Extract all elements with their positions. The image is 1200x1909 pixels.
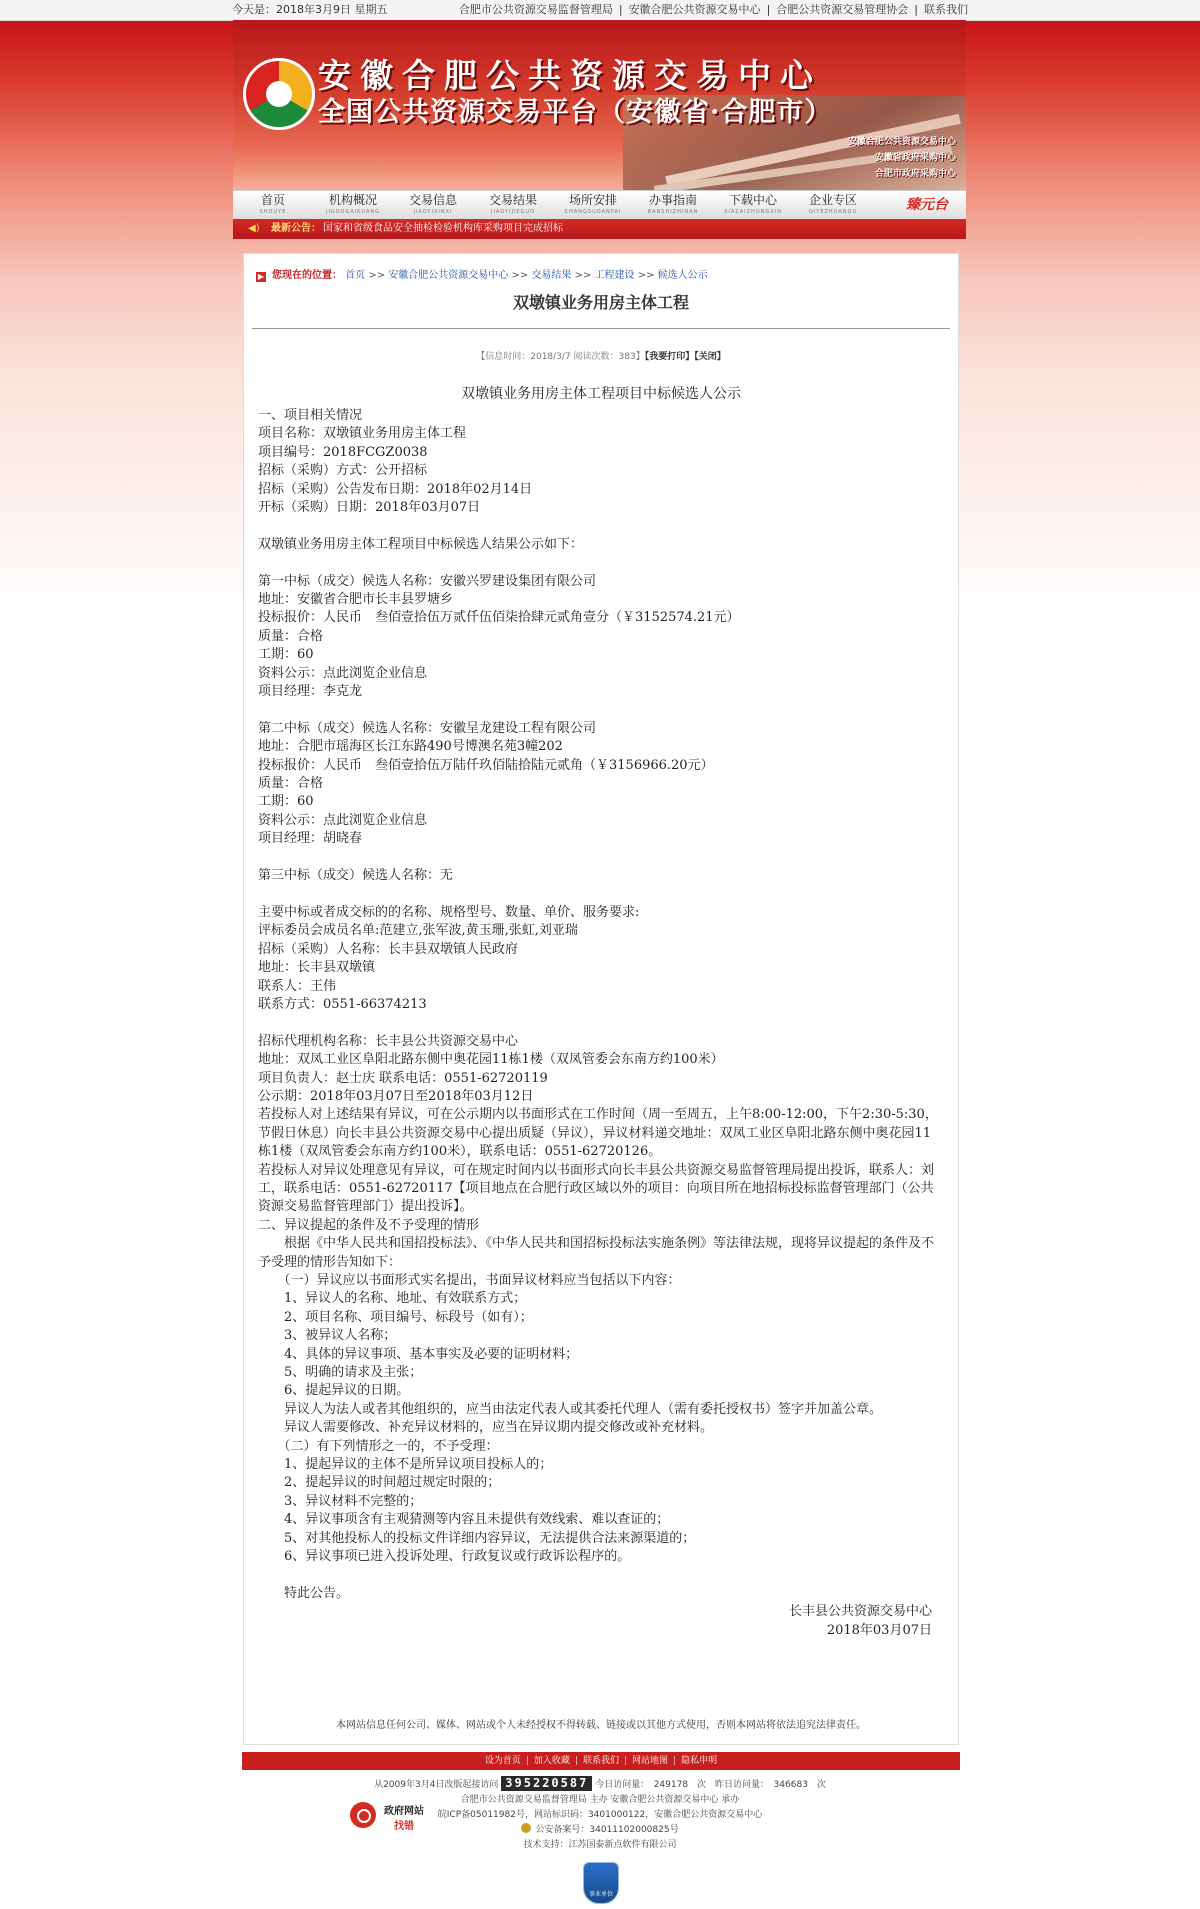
doc-paragraph: 根据《中华人民共和国招投标法》、《中华人民共和国招标投标法实施条例》等法律法规，现将异议提起的条件及不予受理的情形告知如下： — [258, 1236, 935, 1270]
side-label-1: 安徽合肥公共资源交易中心 — [847, 137, 956, 147]
institution-shield-icon[interactable] — [583, 1862, 619, 1904]
gov-website-error-badge[interactable] — [350, 1800, 470, 1834]
top-links: 合肥市公共资源交易监督管理局 | 安徽合肥公共资源交易中心 | 合肥公共资源交易管理协会 | 联系我们 — [458, 3, 968, 16]
doc-line: 2、提起异议的时间超过规定时限的； — [258, 1475, 501, 1491]
footer-link-privacy[interactable]: 隐私申明 — [681, 1756, 718, 1766]
doc-line: 质量：合格 — [258, 628, 324, 644]
doc-intro: 双墩镇业务用房主体工程项目中标候选人结果公示如下： — [258, 536, 584, 552]
doc-line: 项目经理：胡晓春 — [258, 831, 363, 847]
nav-item-enterprise[interactable]: 企业专区 QIYEZHUANQU — [808, 193, 858, 215]
doc-line: 3、异议材料不完整的； — [258, 1493, 423, 1509]
gov-badge-subtext: 找错 — [394, 1821, 414, 1832]
footer-links-bar: 设为首页 | 加入收藏 | 联系我们 | 网站地图 | 隐私申明 — [242, 1752, 960, 1770]
doc-line: 3、被异议人名称； — [258, 1328, 397, 1344]
doc-line: 工期：60 — [258, 794, 314, 810]
main-nav — [233, 190, 966, 220]
top-link-supervision[interactable]: 合肥市公共资源交易监督管理局 — [458, 3, 613, 16]
candidate3-name: 第三中标（成交）候选人名称：无 — [258, 868, 454, 884]
footer-link-sitemap[interactable]: 网站地图 — [632, 1756, 669, 1766]
footer-tech: 技术支持：江苏国泰新点软件有限公司 — [523, 1840, 677, 1850]
doc-line: 2、项目名称、项目编号、标段号（如有）； — [258, 1309, 533, 1325]
top-link-center[interactable]: 安徽合肥公共资源交易中心 — [628, 3, 761, 16]
nav-item-trade-result[interactable]: 交易结果 JIAOYIJIEGUO — [488, 193, 537, 215]
doc-line: 开标（采购）日期：2018年03月07日 — [258, 500, 481, 516]
doc-line: 项目负责人：赵士庆 联系电话：0551-62720119 — [258, 1070, 548, 1086]
doc-line: 6、异议事项已进入投诉处理、行政复议或行政诉讼程序的。 — [258, 1549, 631, 1565]
breadcrumb-center[interactable]: 安徽合肥公共资源交易中心 — [388, 270, 509, 281]
nav-item-about[interactable]: 机构概况 JIGOUGAIKUANG — [325, 193, 381, 215]
counter-since: 从2009年3月4日改版起接访问 — [374, 1780, 499, 1790]
footer-police-row — [0, 1823, 1200, 1838]
police-badge-icon — [521, 1823, 531, 1833]
candidate1-price: 投标报价：人民币 叁佰壹拾伍万贰仟伍佰柒拾肆元贰角壹分（￥3152574.21元） — [258, 610, 740, 626]
footer-police[interactable]: 公安备案号：34011102000825号 — [535, 1825, 679, 1835]
doc-closing: 特此公告。 — [258, 1585, 350, 1601]
signature-date: 2018年03月07日 — [826, 1622, 932, 1638]
speaker-icon: ◀) — [248, 223, 260, 234]
nav-item-venue[interactable]: 场所安排 CHANGSUOANPAI — [564, 193, 622, 215]
doc-line: 地址：安徽省合肥市长丰县罗塘乡 — [258, 592, 454, 608]
top-link-association[interactable]: 合肥公共资源交易管理协会 — [776, 3, 909, 16]
side-label-3: 合肥市政府采购中心 — [874, 169, 956, 179]
doc-line: 招标（采购）人名称：长丰县双墩镇人民政府 — [258, 941, 519, 957]
copyright-disclaimer: 本网站信息任何公司、媒体、网站或个人未经授权不得转载、链接或以其他方式使用，否则本网站将依法追究法律责任。 — [336, 1720, 866, 1731]
doc-line: 4、具体的异议事项、基本事实及必要的证明材料； — [258, 1346, 579, 1362]
doc-line: 异议人需要修改、补充异议材料的，应当在异议期内提交修改或补充材料。 — [258, 1420, 714, 1436]
doc-line: 项目经理：李克龙 — [258, 684, 363, 700]
doc-line: 地址：双凤工业区阜阳北路东侧中奥花园11栋1楼（双凤管委会东南方约100米） — [258, 1052, 724, 1068]
site-header — [233, 20, 966, 190]
notice-bar — [233, 219, 966, 239]
article-meta — [244, 349, 958, 362]
top-bar — [0, 0, 1200, 21]
meta-info: 【信息时间：2018/3/7 阅读次数：383】 — [476, 352, 645, 362]
doc-line: 1、提起异议的主体不是所异议项目投标人的； — [258, 1457, 553, 1473]
side-label-2: 安徽省政府采购中心 — [874, 153, 956, 163]
breadcrumb: ▶ 您现在的位置： 首页 >> 安徽合肥公共资源交易中心 >> 交易结果 >> 工程建设 >> 候选人公示 — [257, 270, 708, 281]
candidate2-name: 第二中标（成交）候选人名称：安徽呈龙建设工程有限公司 — [258, 720, 597, 736]
nav-item-home[interactable]: 首页 SHOUYE — [259, 193, 287, 215]
search-icon — [350, 1802, 376, 1828]
gov-badge-text: 政府网站 — [384, 1806, 424, 1817]
doc-line: 4、异议事项含有主观猜测等内容且未提供有效线索、难以查证的； — [258, 1512, 670, 1528]
section2-title: 二、异议提起的条件及不予受理的情形 — [258, 1217, 480, 1233]
title-divider — [252, 328, 950, 329]
doc-line: （二）有下列情形之一的，不予受理： — [258, 1438, 499, 1454]
candidate2-info-link[interactable]: 资料公示：点此浏览企业信息 — [258, 812, 428, 828]
doc-line: 6、提起异议的日期。 — [258, 1383, 410, 1399]
doc-line: 地址：合肥市瑶海区长江东路490号博澳名苑3幢202 — [258, 739, 563, 755]
visit-stats: 今日访问量： 249178 次 昨日访问量： 346683 次 — [595, 1780, 826, 1790]
page-title: 双墩镇业务用房主体工程 — [512, 293, 689, 312]
doc-line: 5、对其他投标人的投标文件详细内容异议，无法提供合法来源渠道的； — [258, 1530, 696, 1546]
doc-line: 公示期：2018年03月07日至2018年03月12日 — [258, 1088, 534, 1104]
notice-link[interactable]: 国家和省级食品安全抽检检验机构库采购项目完成招标 — [323, 223, 563, 234]
breadcrumb-candidates[interactable]: 候选人公示 — [657, 270, 708, 281]
date-label: 今天是：2018年3月9日 星期五 — [232, 3, 388, 16]
breadcrumb-label: 您现在的位置： — [272, 270, 342, 281]
print-link[interactable]: 【我要打印】 — [644, 352, 695, 362]
close-link[interactable]: 【关闭】 — [694, 352, 726, 362]
nav-item-download[interactable]: 下载中心 XIAZAIZHONGXIN — [723, 193, 783, 215]
doc-paragraph: 若投标人对异议处理意见有异议，可在规定时间内以书面形式向长丰县公共资源交易监督管理局提出投诉，联系人：刘工，联系电话：0551-62720117【项目地点在合肥行政区域以外的项目：向项目所在地招标投标监督管理部门（公共资源交易监督管理部门）提出投诉】。 — [258, 1162, 935, 1215]
doc-line: 主要中标或者成交标的的名称、规格型号、数量、单价、服务要求: — [258, 904, 640, 920]
doc-line: （一）异议应以书面形式实名提出，书面异议材料应当包括以下内容： — [258, 1273, 681, 1288]
article-body — [258, 378, 944, 1640]
doc-heading: 双墩镇业务用房主体工程项目中标候选人公示 — [461, 386, 741, 402]
notice-label: 最新公告： — [271, 223, 321, 234]
visit-counter: 395220587 — [501, 1776, 592, 1791]
top-link-contact[interactable]: 联系我们 — [924, 3, 968, 16]
site-subtitle: 全国公共资源交易平台（安徽省·合肥市） — [318, 97, 833, 128]
candidate1-info-link[interactable]: 资料公示：点此浏览企业信息 — [258, 665, 428, 681]
breadcrumb-home[interactable]: 首页 — [345, 270, 366, 281]
doc-line: 项目名称：双墩镇业务用房主体工程 — [258, 426, 467, 442]
header-side-labels — [848, 134, 956, 182]
shield-text: 事业单位 — [588, 1891, 613, 1898]
doc-line: 招标（采购）方式：公开招标 — [258, 463, 428, 479]
site-title: 安徽合肥公共资源交易中心 — [318, 56, 822, 95]
breadcrumb-engineering[interactable]: 工程建设 — [594, 270, 635, 281]
doc-line: 工期：60 — [258, 647, 314, 663]
doc-line: 地址：长丰县双墩镇 — [258, 960, 376, 976]
doc-line: 5、明确的请求及主张； — [258, 1365, 423, 1381]
doc-paragraph: 若投标人对上述结果有异议，可在公示期内以书面形式在工作时间（周一至周五，上午8:00-12:00，下午2:30-5:30，节假日休息）向长丰县公共资源交易中心提出质疑（异议），异议材料递交地址：双凤工业区阜阳北路东侧中奥花园11栋1楼（双凤管委会东南方约100米），联系电话：0551-62720126。 — [258, 1107, 938, 1160]
footer-host: 合肥市公共资源交易监督管理局 主办 安徽合肥公共资源交易中心 承办 — [460, 1795, 740, 1805]
doc-line: 联系方式：0551-66374213 — [258, 996, 427, 1012]
visit-counter-row — [0, 1776, 1200, 1793]
doc-line: 1、异议人的名称、地址、有效联系方式； — [258, 1291, 527, 1307]
site-logo-icon[interactable] — [243, 58, 315, 130]
doc-line: 评标委员会成员名单:范建立,张军波,黄玉珊,张虹,刘亚瑞 — [258, 923, 578, 939]
nav-item-trade-info[interactable]: 交易信息 JIAOYIXINXI — [408, 193, 457, 215]
footer-info — [0, 1776, 1200, 1853]
nav-stamp-logo[interactable]: 臻元台 — [906, 197, 948, 213]
footer-link-contact[interactable]: 联系我们 — [582, 1756, 619, 1766]
footer-link-favorite[interactable]: 加入收藏 — [533, 1756, 570, 1766]
candidate1-name: 第一中标（成交）候选人名称：安徽兴罗建设集团有限公司 — [258, 573, 597, 589]
doc-paragraph: 异议人为法人或者其他组织的，应当由法定代表人或其委托代理人（需有委托授权书）签字并加盖公章。 — [258, 1401, 883, 1417]
article-panel — [243, 253, 959, 1745]
nav-item-guide[interactable]: 办事指南 BANSHIZHINAN — [647, 193, 699, 215]
footer-icp: 皖ICP备05011982号，网站标识码：3401000122，安徽合肥公共资源交易中心 — [437, 1810, 763, 1820]
doc-line: 项目编号：2018FCGZ0038 — [258, 444, 428, 460]
signature-org: 长丰县公共资源交易中心 — [788, 1604, 932, 1620]
location-icon: ▶ — [257, 272, 265, 281]
doc-line: 招标（采购）公告发布日期：2018年02月14日 — [258, 481, 533, 497]
footer-link-homepage[interactable]: 设为首页 — [484, 1756, 521, 1766]
doc-line: 招标代理机构名称：长丰县公共资源交易中心 — [258, 1033, 519, 1049]
candidate2-price: 投标报价：人民币 叁佰壹拾伍万陆仟玖佰陆拾陆元贰角（￥3156966.20元） — [258, 757, 714, 773]
section1-title: 一、项目相关情况 — [258, 408, 363, 423]
doc-line: 质量：合格 — [258, 776, 324, 792]
breadcrumb-trade-result[interactable]: 交易结果 — [531, 270, 572, 281]
doc-line: 联系人：王伟 — [258, 978, 337, 994]
